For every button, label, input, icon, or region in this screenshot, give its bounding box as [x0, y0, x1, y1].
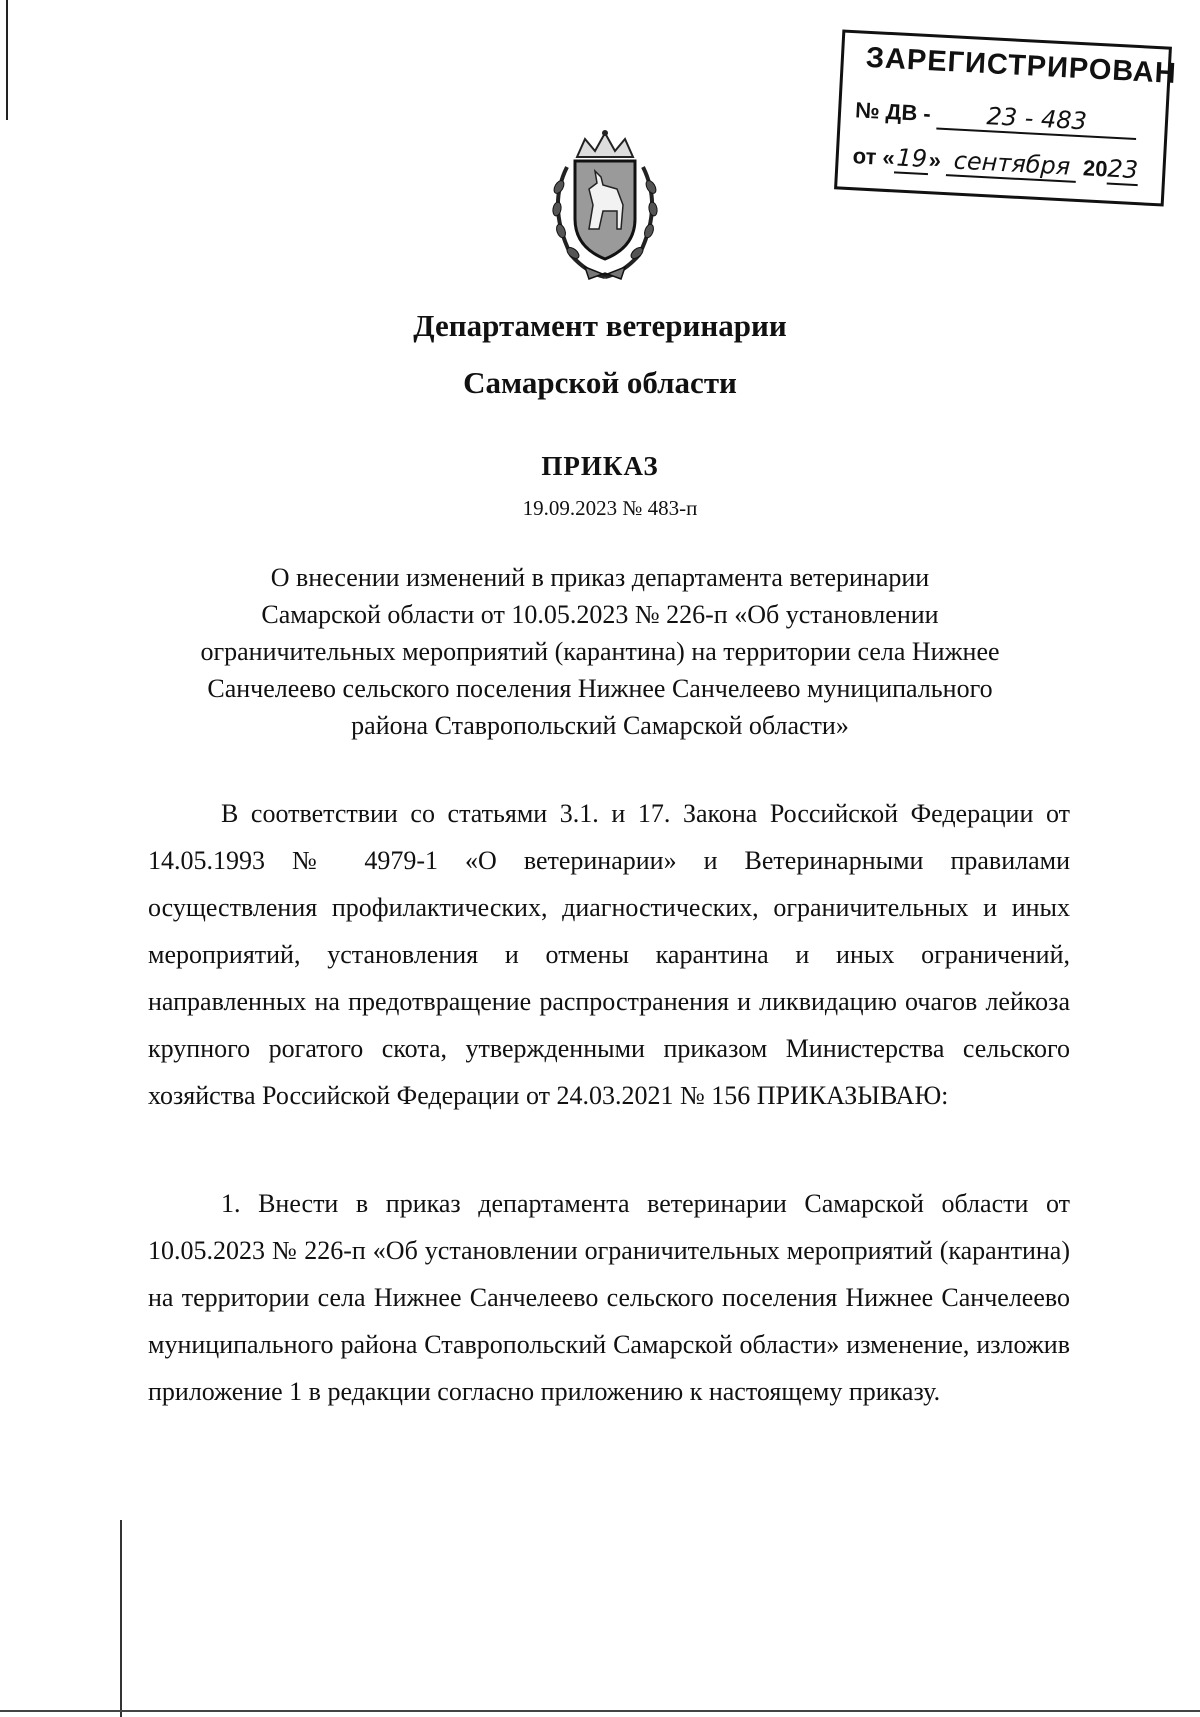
subject-line: О внесении изменений в приказ департамента ветеринарии	[270, 563, 930, 592]
stamp-date-row	[852, 141, 1139, 186]
org-name-line1: Департамент ветеринарии	[413, 308, 787, 343]
subject-line: Санчелеево сельского поселения Нижнее Санчелеево муниципального	[207, 674, 993, 703]
scan-edge	[0, 1710, 1200, 1712]
preamble-paragraph: В соответствии со статьями 3.1. и 17. Закона Российской Федерации от 14.05.1993 № 4979-1 «О ветеринарии» и Ветеринарными правилами осуществления профилактических, диагностических, ограничительных и иных мероприятий, установления и отмены карантина и иных ограничений, направленных на предотвращение распространения и ликвидацию очагов лейкоза крупного рогатого скота, утвержденными приказом Министерства сельского хозяйства Российской Федерации от 24.03.2021 № 156 ПРИКАЗЫВАЮ:	[148, 799, 1070, 1110]
coat-of-arms-emblem	[537, 127, 673, 282]
subject-line: района Ставропольский Самарской области»	[351, 711, 849, 740]
stamp-date-year-hand: 23	[1106, 154, 1139, 185]
stamp-number-value: 23 - 483	[936, 100, 1137, 140]
scan-edge	[6, 0, 8, 120]
stamp-date-prefix: от «	[852, 143, 896, 171]
document-number: 19.09.2023 № 483-п	[522, 496, 698, 520]
subject-line: Самарской области от 10.05.2023 № 226-п «Об установлении	[261, 600, 939, 629]
scan-edge	[120, 1520, 122, 1717]
registration-stamp	[834, 29, 1178, 206]
stamp-date-year: 20	[1082, 155, 1109, 182]
item-1-paragraph: 1. Внести в приказ департамента ветеринарии Самарской области от 10.05.2023 № 226-п «Об установлении ограничительных мероприятий (карантина) на территории села Нижнее Санчелеево сельского поселения Нижнее Санчелеево муниципального района Ставропольский Самарской области» изменение, изложив приложение 1 в редакции согласно приложению к настоящему приказу.	[148, 1189, 1070, 1406]
stamp-date-day: 19	[894, 143, 930, 175]
stamp-number-row	[854, 95, 1137, 140]
stamp-number-label: № ДВ -	[854, 97, 932, 127]
stamp-title: ЗАРЕГИСТРИРОВАН	[865, 41, 1178, 91]
stamp-date-mid: »	[928, 147, 942, 173]
document-type: ПРИКАЗ	[541, 451, 659, 481]
org-name-line2: Самарской области	[463, 365, 737, 400]
stamp-date-month: сентября	[946, 146, 1077, 183]
subject-line: ограничительных мероприятий (карантина) на территории села Нижнее	[200, 637, 1000, 666]
